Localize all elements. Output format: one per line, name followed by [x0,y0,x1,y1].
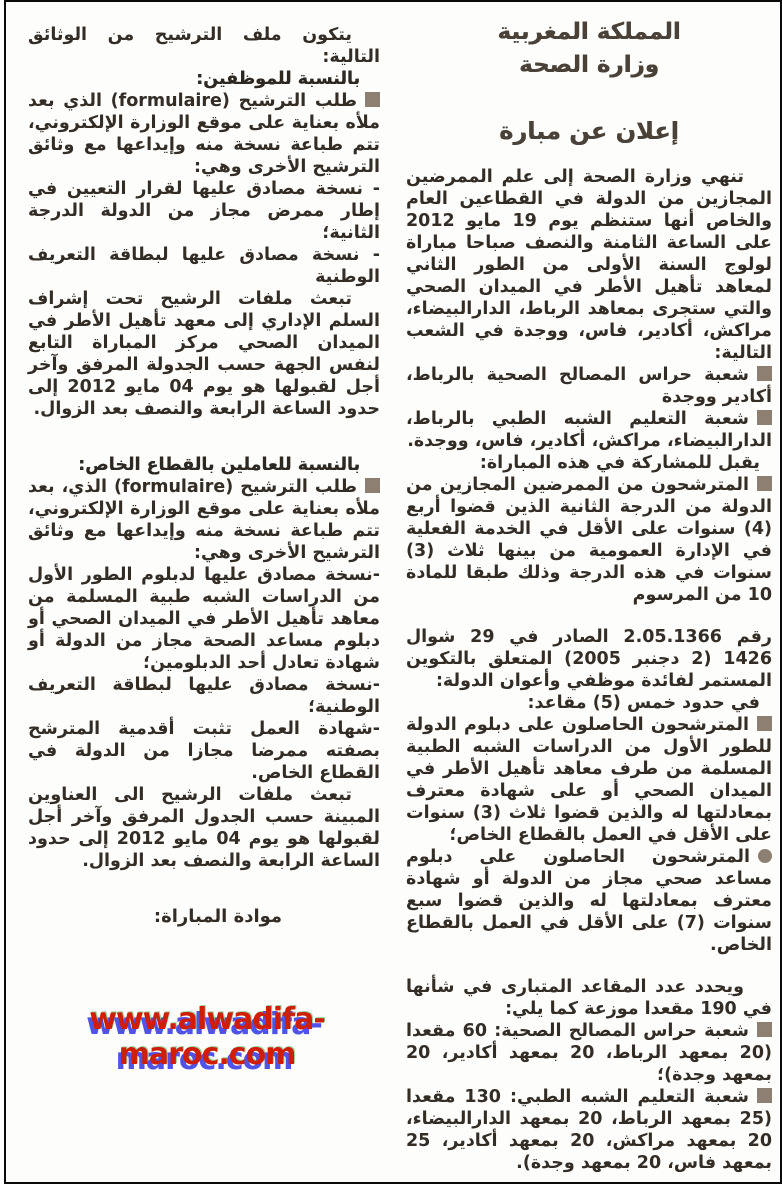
spacer [406,606,772,626]
list-item-text: طلب الترشيح (formulaire) الذي، بعد ملأه بعناية على موقع الوزارة الإلكتروني، تتم طباعة نسخة منه وإيداعها مع وثائق الترشيح الأخرى وهي: [28,477,380,563]
text-block: تنهي وزارة الصحة إلى علم الممرضين المجازين من الدولة في القطاعين العام والخاص أنها ستنظم يوم 19 مايو 2012 على الساعة الثامنة والنصف صباحا مباراة لولوج السنة الأولى من الطور الثاني لمعاهد تأهيل الأطر في الميدان الصحي والتي ستجرى بمعاهد الرباط، الدارالبيضاء، مراكش، أكادير، فاس، ووجدة في الشعب التالية: [406,167,773,363]
heading: بالنسبة للموظفين: [196,69,360,89]
list-item-text: المترشحون من الممرضين المجازين من الدولة من الدرجة الثانية الذين قضوا أربع (4) سنوات على الأقل في الخدمة الفعلية في الإدارة العمومية من بينها ثلاث (3) سنوات في هذه الدرجة وذلك طبقا للمادة 10 من المرسوم [406,475,772,605]
spacer [406,82,772,116]
heading: وزارة الصحة [519,52,659,78]
list-item-text: شعبة التعليم الشبه الطبي بالرباط، الدارالبيضاء، مراكش، أكادير، فاس، ووجدة. [406,409,772,451]
square-bullet-icon [365,92,380,107]
watermark-url: www.alwadifa-maroc.com [89,1002,325,1072]
spacer [406,146,772,166]
list-item [28,476,380,564]
square-bullet-icon [365,478,380,493]
list-item [406,1086,772,1174]
text-block: موادة المباراة: [153,906,283,927]
scanned-document-page [4,0,782,1184]
text-block: ويحدد عدد المقاعد المتبارى في شأنها في 190 مقعدا موزعة كما يلي: [406,977,772,1019]
right-column [406,12,772,1174]
list-item [406,1020,772,1086]
square-bullet-icon [757,476,772,491]
text-block: يقبل للمشاركة في هذه المباراة: [479,453,760,473]
text-block: تبعث ملفات الرشيح الى العناوين المبينة حسب الجدول المرفق وآخر أجل لقبولها هو يوم 04 مايو 2012 إلى حدود الساعة الرابعة والنصف بعد الزوال. [28,785,381,871]
spacer [406,956,772,976]
square-bullet-icon [757,366,772,381]
list-item [406,846,772,956]
list-item: - نسخة مصادق عليها لقرار التعيين في إطار ممرض مجاز من الدولة الدرجة الثانية؛ [28,179,380,243]
square-bullet-icon [757,1088,772,1103]
list-item [406,474,772,606]
text-block: رقم 2.05.1366 الصادر في 29 شوال 1426 (2 دجنبر 2005) المتعلق بالتكوين المستمر لفائدة موظفي وأعوان الدولة: [406,627,773,691]
list-item: - نسخة مصادق عليها لبطاقة التعريف الوطنية [28,245,380,287]
heading: إعلان عن مبارة [499,117,679,145]
list-item: -شهادة العمل تثبت أقدمية المترشح بصفته ممرضا مجازا من الدولة في القطاع الخاص. [28,719,380,783]
list-item-text: طلب الترشيح (formulaire) الذي بعد ملأه بعناية على موقع الوزارة الإلكتروني، تتم طباعة نسخة منه وإيداعها مع وثائق الترشيح الأخرى وهي: [28,91,380,177]
list-item: -نسخة مصادق عليها لبطاقة التعريف الوطنية؛ [28,675,380,717]
spacer [28,420,380,454]
list-item-text: المترشحون الحاصلون على دبلوم الدولة للطور الأول من الدراسات الشبه الطبية المسلمة من طرف معاهد تأهيل الأطر في الميدان الصحي أو على شهادة معترف بمعادلتها له والذين قضوا ثلاث (3) سنوات على الأقل في العمل بالقطاع الخاص؛ [406,715,772,845]
spacer [28,872,380,906]
text-block: تبعث ملفات الرشيح تحت إشراف السلم الإداري إلى معهد تأهيل الأطر في الميدان الصحي مركز المباراة التابع لنفس الجهة حسب الجدولة المرفق وآخر أجل لقبولها هو يوم 04 مايو 2012 إلى حدود الساعة الرابعة والنصف بعد الزوال. [28,289,380,419]
list-item: -نسخة مصادق عليها لدبلوم الطور الأول من الدراسات الشبه طبية المسلمة من معاهد تأهيل الأطر في الميدان الصحي أو دبلوم مساعد الصحة مجاز من الدولة أو شهادة تعادل أحد الدبلومين؛ [28,565,380,673]
two-column-layout [6,2,780,1174]
heading: بالنسبة للعاملين بالقطاع الخاص: [78,455,360,475]
circle-bullet-icon [758,849,772,863]
list-item-text: شعبة حراس المصالح الصحية بالرباط، أكادير ووجدة [406,365,772,407]
list-item [406,408,772,452]
list-item-text: شعبة حراس المصالح الصحية: 60 مقعدا (20 بمعهد الرباط، 20 بمعهد أكادير، 20 بمعهد وجدة)؛ [406,1021,773,1085]
heading: المملكة المغربية [497,19,681,45]
list-item [28,90,380,178]
list-item-text: المترشحون الحاصلون على دبلوم مساعد صحي مجاز من الدولة أو شهادة معترف بمعادلتها له والذين قضوا سبع سنوات (7) على الأقل في العمل بالقطاع الخاص. [406,847,773,955]
left-column [28,12,380,1174]
text-block: في حدود خمس (5) مقاعد: [527,693,760,713]
list-item-text: شعبة التعليم الشبه الطبي: 130 مقعدا (25 بمعهد الرباط، 20 بمعهد الدارالبيضاء، 20 بمعهد مراكش، 20 بمعهد أكادير، 25 بمعهد فاس، 20 بمعهد وجدة). [406,1087,772,1173]
list-item [406,714,772,846]
square-bullet-icon [757,716,772,731]
square-bullet-icon [757,1022,772,1037]
list-item [406,364,772,408]
text-block: يتكون ملف الترشيح من الوثائق التالية: [28,25,380,67]
square-bullet-icon [757,410,772,425]
